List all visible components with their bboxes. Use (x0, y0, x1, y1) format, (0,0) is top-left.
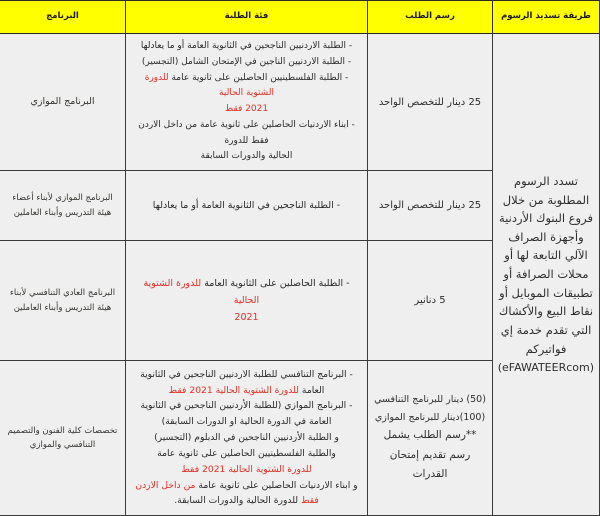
category-line (134, 430, 359, 446)
plain-text: العامة في الدورة الحالية او الدورات السابقة) (161, 416, 332, 428)
highlighted-text: فقط (224, 104, 243, 114)
plain-text: العامة (298, 384, 325, 396)
category-line (134, 398, 359, 414)
table-row (0, 34, 600, 171)
column-header-payment-method: طريقة تسديد الرسوم (493, 1, 600, 34)
plain-text: - البرنامج التنافسي للطلبة الاردنيين الناجحين في الثانوية (140, 368, 353, 380)
category-line (134, 71, 359, 103)
plain-text: و ابناء الاردنيات الحاصلين على ثانوية عامة (195, 479, 358, 491)
plain-text: - الطلبة الحاصلين على الثانوية العامة (201, 277, 350, 289)
category-line (134, 102, 359, 118)
fee-cell-row-1: 25 دينار للتخصص الواحد (368, 34, 493, 171)
category-line (134, 55, 359, 71)
fee-cell-row-2: 25 دينار للتخصص الواحد (368, 171, 493, 241)
column-header-category: فئة الطلبة (126, 1, 368, 34)
category-line (134, 197, 359, 214)
highlighted-text: للدورة الشتوية الحالية (143, 277, 260, 306)
program-cell-row-4: تخصصات كلية الفنون والتصميم التنافسي والموازي (0, 361, 126, 516)
fee-cell-row-3: 5 دنانير (368, 241, 493, 361)
table-header-row (0, 1, 600, 34)
category-line (134, 309, 359, 326)
category-line (134, 493, 359, 509)
plain-text: - الطلبة الناجحين في الثانوية العامة أو ما يعادلها (152, 199, 341, 211)
plain-text: - ابناء الاردنيات الحاصلين على ثانوية عامة من داخل الاردن فقط للدورة (138, 119, 355, 146)
category-cell-row-4 (126, 361, 368, 516)
table-body (0, 34, 600, 516)
column-header-program: البرنامج (0, 1, 126, 34)
category-line (134, 149, 359, 165)
plain-text: - الطلبة الاردنيين الناجحين في الثانوية العامة أو ما يعادلها (140, 41, 353, 51)
category-line (134, 367, 359, 383)
category-cell-row-2 (126, 171, 368, 241)
plain-text: الحالية والدورات السابقة (200, 151, 293, 162)
category-line (134, 478, 359, 494)
category-line (134, 446, 359, 462)
category-line (134, 39, 359, 55)
highlighted-text: للدورة الشتوية الحالية (144, 72, 274, 99)
category-line (134, 275, 359, 309)
program-cell-row-3: البرنامج العادي التنافسي لأبناء هيئة التدريس وأبناء العاملين (0, 241, 126, 361)
fee-note: **رسم الطلب يشمل رسم تقديم إمتحان القدرات (383, 429, 477, 481)
payment-method-cell (493, 34, 600, 516)
fee-line: (100)دينار للبرنامج الموازي (374, 411, 486, 423)
program-cell-row-1: البرنامج الموازي (0, 34, 126, 171)
plain-text: - الطلبة الفلسطينيين الحاصلين على ثانوية عامة (168, 72, 349, 83)
highlighted-text: فقط (298, 495, 319, 507)
plain-text: و الطلبة الأردنيين الناجحين في الدبلوم (التجسير) (154, 432, 339, 444)
plain-text: - البرنامج الموازي (للطلبة الأردنيين الناجحين في الثانوية (140, 400, 353, 412)
category-line (134, 414, 359, 430)
category-cell-row-1 (126, 34, 368, 171)
highlighted-text: للدورة الشتوية الحالية 2021 فقط (168, 384, 299, 396)
category-line (134, 118, 359, 150)
table-header (0, 1, 600, 34)
category-cell-row-3 (126, 241, 368, 361)
highlighted-text: من داخل الاردن (135, 479, 196, 491)
payment-method-text: تسدد الرسوم المطلوبة من خلال فروع البنوك الأردنية وأجهزة الصراف الآلي التابعة لها أو محلات الصرافة أو تطبيقات الموبايل أو نقاط البيع والأكشاك التي تقدم خدمة إي فواتيركم (498, 173, 594, 356)
plain-text: - الطلبة الاردنيين الناجين في الإمتحان الشامل (التجسير) (141, 56, 352, 67)
program-cell-row-2: البرنامج الموازي لأبناء أعضاء هيئة التدريس وأبناء العاملين (0, 171, 126, 241)
efawateercom-label: (eFAWATEERcom) (497, 361, 594, 375)
highlighted-text: للدورة الشتوية الحالية 2021 فقط (181, 463, 312, 475)
plain-text: للدورة الحالية والدورات السابقة. (174, 495, 299, 507)
highlighted-text: 2021 (234, 312, 259, 324)
category-line (134, 462, 359, 478)
highlighted-text: 2021 (242, 104, 269, 114)
fee-cell-row-4 (368, 361, 493, 516)
column-header-fee: رسم الطلب (368, 1, 493, 34)
fee-line: (50) دينار للبرنامج التنافسي (374, 394, 486, 406)
plain-text: والطلبة الفلسطينيين الحاصلين على ثانوية عامة (157, 447, 336, 459)
category-line (134, 383, 359, 399)
